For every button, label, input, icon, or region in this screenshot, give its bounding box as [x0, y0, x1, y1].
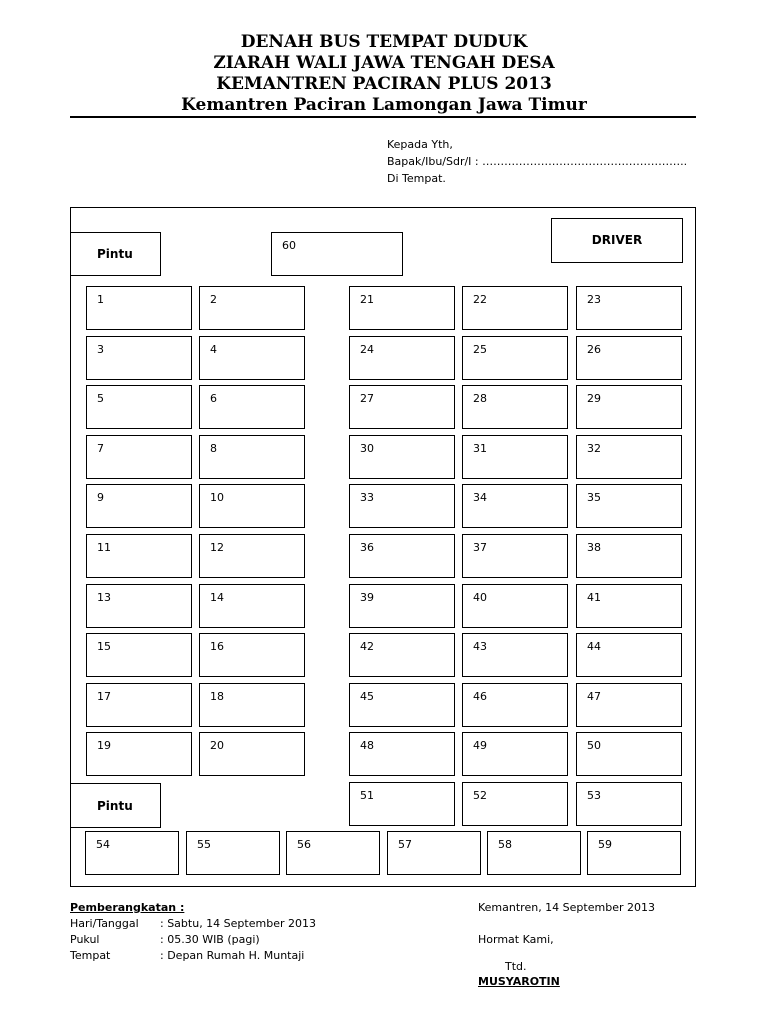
seat-48: 48 [349, 732, 455, 776]
seat-38: 38 [576, 534, 682, 578]
seat-20: 20 [199, 732, 305, 776]
seat-45: 45 [349, 683, 455, 727]
seat-42: 42 [349, 633, 455, 677]
seat-19: 19 [86, 732, 192, 776]
departure-value: : Depan Rumah H. Muntaji [160, 949, 305, 962]
seat-41: 41 [576, 584, 682, 628]
signature-place-date: Kemantren, 14 September 2013 [478, 901, 655, 914]
seat-30: 30 [349, 435, 455, 479]
seat-23: 23 [576, 286, 682, 330]
seat-13: 13 [86, 584, 192, 628]
seat-26: 26 [576, 336, 682, 380]
seat-44: 44 [576, 633, 682, 677]
seat-52: 52 [462, 782, 568, 826]
seat-3: 3 [86, 336, 192, 380]
rear-door: Pintu [70, 783, 161, 828]
departure-info [70, 900, 316, 964]
seat-16: 16 [199, 633, 305, 677]
seat-10: 10 [199, 484, 305, 528]
seat-33: 33 [349, 484, 455, 528]
seat-15: 15 [86, 633, 192, 677]
seat-40: 40 [462, 584, 568, 628]
seat-27: 27 [349, 385, 455, 429]
signer-name: MUSYAROTIN [478, 975, 560, 988]
seat-5: 5 [86, 385, 192, 429]
seat-1: 1 [86, 286, 192, 330]
departure-row [70, 948, 316, 964]
seat-22: 22 [462, 286, 568, 330]
seat-17: 17 [86, 683, 192, 727]
seat-51: 51 [349, 782, 455, 826]
recipient-greeting: Kepada Yth, [387, 138, 453, 151]
seat-36: 36 [349, 534, 455, 578]
seat-55: 55 [186, 831, 280, 875]
seat-2: 2 [199, 286, 305, 330]
seat-50: 50 [576, 732, 682, 776]
seat-59: 59 [587, 831, 681, 875]
seat-12: 12 [199, 534, 305, 578]
header-divider [70, 116, 696, 118]
seat-21: 21 [349, 286, 455, 330]
departure-label: Pukul [70, 933, 100, 946]
seat-54: 54 [85, 831, 179, 875]
seat-39: 39 [349, 584, 455, 628]
seat-9: 9 [86, 484, 192, 528]
seat-32: 32 [576, 435, 682, 479]
front-door: Pintu [70, 232, 161, 276]
seat-53: 53 [576, 782, 682, 826]
recipient-place: Di Tempat. [387, 172, 446, 185]
document-subtitle-2: KEMANTREN PACIRAN PLUS 2013 [216, 74, 552, 94]
seat-35: 35 [576, 484, 682, 528]
seat-34: 34 [462, 484, 568, 528]
seat-58: 58 [487, 831, 581, 875]
bus-seat-map [70, 207, 696, 887]
seat-28: 28 [462, 385, 568, 429]
seat-60: 60 [271, 232, 403, 276]
seat-24: 24 [349, 336, 455, 380]
recipient-block [387, 136, 687, 187]
driver-seat: DRIVER [551, 218, 683, 263]
seat-49: 49 [462, 732, 568, 776]
departure-value: : Sabtu, 14 September 2013 [160, 917, 316, 930]
seat-18: 18 [199, 683, 305, 727]
seat-47: 47 [576, 683, 682, 727]
departure-row [70, 916, 316, 932]
seat-14: 14 [199, 584, 305, 628]
departure-value: : 05.30 WIB (pagi) [160, 933, 260, 946]
departure-heading: Pemberangkatan : [70, 901, 185, 914]
signature-block [478, 900, 655, 948]
seat-46: 46 [462, 683, 568, 727]
recipient-name-line: Bapak/Ibu/Sdr/I : ……………………………………………….. [387, 155, 688, 168]
seat-6: 6 [199, 385, 305, 429]
departure-label: Tempat [70, 949, 111, 962]
seat-31: 31 [462, 435, 568, 479]
document-subtitle: ZIARAH WALI JAWA TENGAH DESA [213, 53, 555, 73]
seat-7: 7 [86, 435, 192, 479]
seat-29: 29 [576, 385, 682, 429]
signature-ttd: Ttd. [505, 960, 527, 973]
signature-greeting: Hormat Kami, [478, 933, 554, 946]
seat-8: 8 [199, 435, 305, 479]
document-title: DENAH BUS TEMPAT DUDUK [240, 32, 528, 52]
seat-11: 11 [86, 534, 192, 578]
departure-row [70, 932, 316, 948]
seat-56: 56 [286, 831, 380, 875]
document-location: Kemantren Paciran Lamongan Jawa Timur [181, 95, 587, 115]
seat-4: 4 [199, 336, 305, 380]
seat-43: 43 [462, 633, 568, 677]
seat-37: 37 [462, 534, 568, 578]
departure-label: Hari/Tanggal [70, 917, 139, 930]
seat-57: 57 [387, 831, 481, 875]
seat-25: 25 [462, 336, 568, 380]
